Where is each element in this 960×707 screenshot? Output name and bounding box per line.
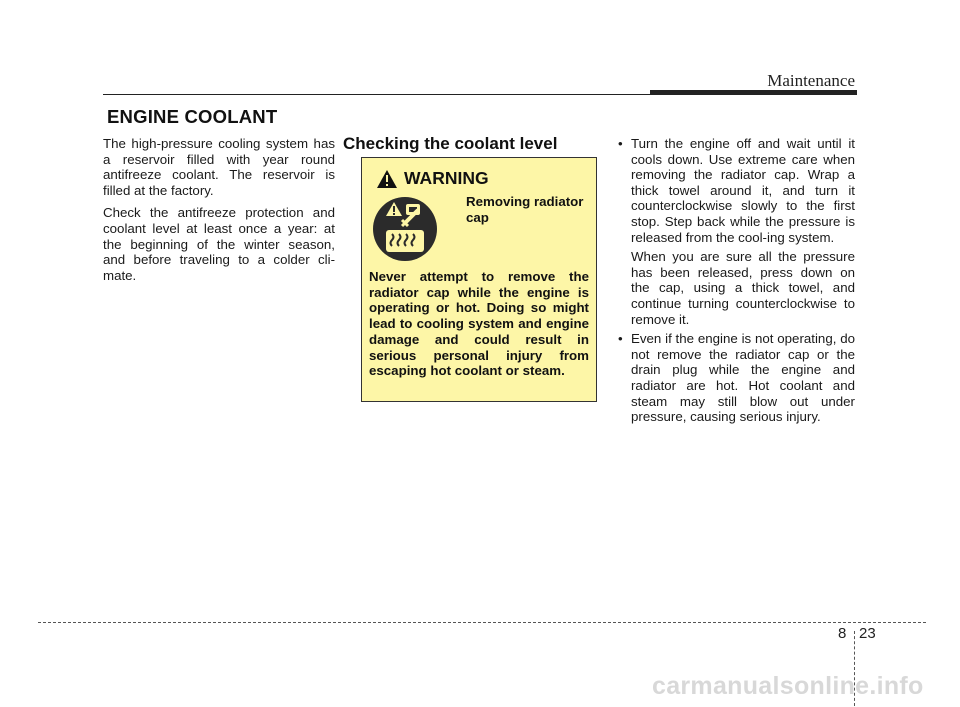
warning-subtitle: Removing radiator cap <box>466 194 584 225</box>
watermark: carmanualsonline.info <box>652 672 924 700</box>
step-text: Turn the engine off and wait until it cools down. Use extreme care when removing the radiator cap. Wrap a thick towel around it, and turn it counterclockwise slowly to the first stop. Step back while the pressure is released from the cool-ing system. <box>631 136 855 245</box>
step-followup: When you are sure all the pressure has been released, press down on the cap, using a thick towel, and continue turning counterclockwise to remove it. <box>631 249 855 327</box>
footer-dashed-rule <box>38 622 926 623</box>
intro-column <box>103 136 335 290</box>
step-text: Even if the engine is not operating, do not remove the radiator cap or the drain plug while the engine and radiator are hot. Hot coolant and steam may still blow out under pressure, causing serious injury. <box>631 331 855 425</box>
radiator-cap-hazard-icon <box>372 196 438 262</box>
intro-paragraph: The high-pressure cooling system has a reservoir filled with year round antifreeze coolant. The reservoir is filled at the factory. <box>103 136 335 198</box>
page-header-title: Maintenance <box>767 71 855 90</box>
warning-box <box>361 157 597 402</box>
warning-body: Never attempt to remove the radiator cap while the engine is operating or hot. Doing so might lead to cooling system and engine damage and could result in serious personal injury from escaping hot coolant or steam. <box>369 269 589 379</box>
warning-triangle-icon <box>376 169 398 189</box>
section-title: ENGINE COOLANT <box>107 106 278 127</box>
intro-paragraph: Check the antifreeze protection and coolant level at least once a year: at the beginning of the winter season, and before traveling to a colder cli-mate. <box>103 205 335 283</box>
chapter-number: 8 <box>838 625 847 642</box>
page-number: 23 <box>859 625 876 642</box>
list-item <box>605 136 855 327</box>
header-rule-accent <box>650 90 857 95</box>
header-rule <box>103 94 650 95</box>
bullet-icon: • <box>618 136 623 151</box>
list-item <box>605 331 855 425</box>
warning-label: WARNING <box>404 168 489 188</box>
steps-column <box>605 136 855 429</box>
steps-list <box>605 136 855 425</box>
bullet-icon: • <box>618 331 623 347</box>
checking-heading: Checking the coolant level <box>343 134 558 153</box>
warning-header <box>376 168 489 189</box>
